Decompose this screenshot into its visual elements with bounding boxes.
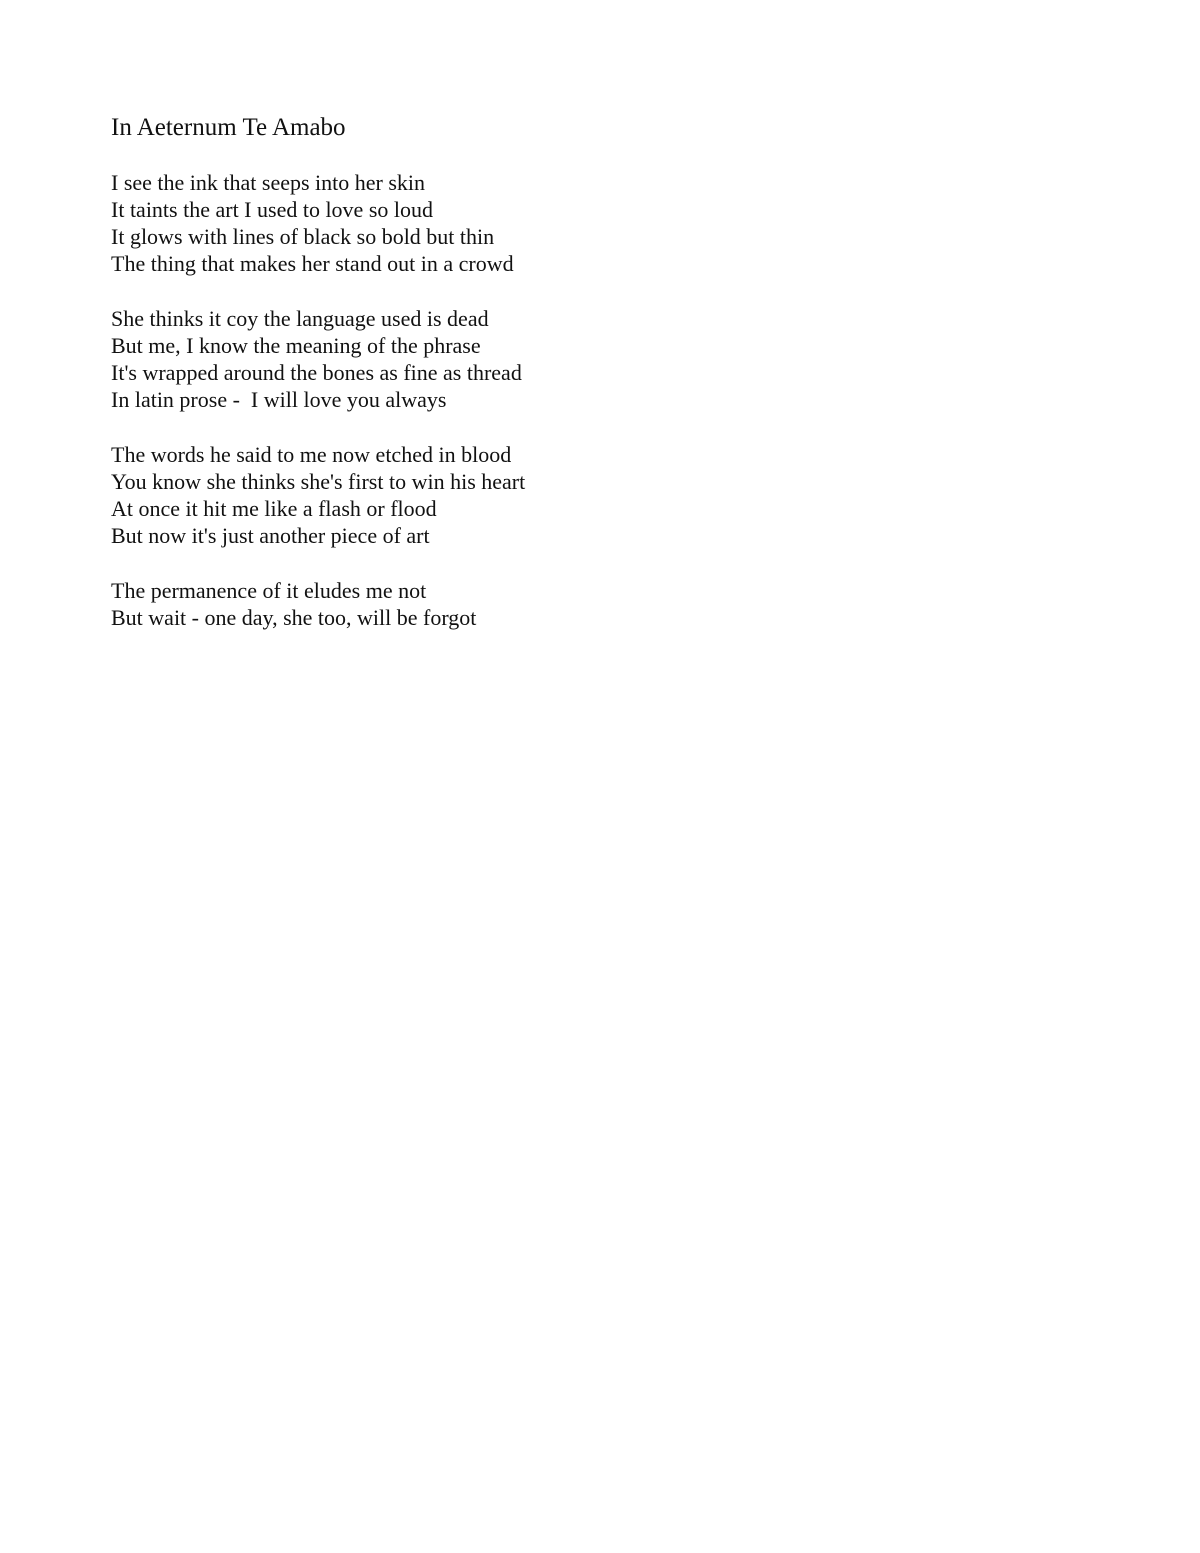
poem-line: But now it's just another piece of art [111, 523, 430, 548]
poem-line: But me, I know the meaning of the phrase [111, 333, 481, 358]
stanza [111, 169, 525, 277]
poem-line: But wait - one day, she too, will be forgot [111, 605, 477, 630]
poem-line: She thinks it coy the language used is dead [111, 306, 489, 331]
poem-line: You know she thinks she's first to win his heart [111, 469, 526, 494]
poem-line: It glows with lines of black so bold but thin [111, 224, 495, 249]
poem-line: The permanence of it eludes me not [111, 578, 427, 603]
poem-line: The words he said to me now etched in blood [111, 442, 512, 467]
poem-line: At once it hit me like a flash or flood [111, 496, 437, 521]
poem-line: I see the ink that seeps into her skin [111, 170, 426, 195]
poem-line: It's wrapped around the bones as fine as thread [111, 360, 522, 385]
poem [111, 112, 525, 631]
poem-line: The thing that makes her stand out in a crowd [111, 251, 514, 276]
poem-title: In Aeternum Te Amabo [111, 114, 346, 141]
poem-line: It taints the art I used to love so loud [111, 197, 433, 222]
poem-line: In latin prose - I will love you always [111, 387, 447, 412]
stanza [111, 305, 525, 413]
stanza [111, 577, 525, 631]
stanza [111, 441, 525, 549]
